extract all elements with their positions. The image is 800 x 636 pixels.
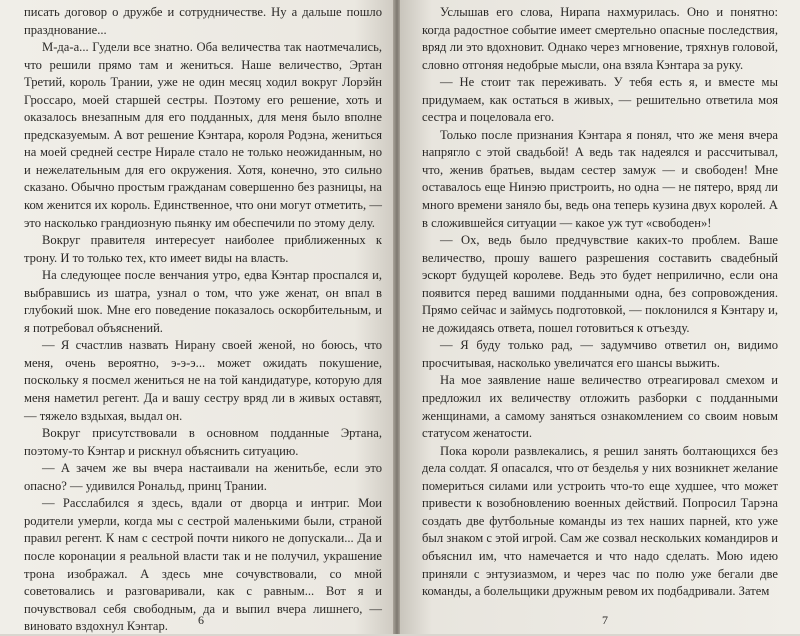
page-number: 7 xyxy=(602,613,608,627)
paragraph: Вокруг присутствовали в основном подданные Эртана, поэтому-то Кэнтар и рискнул объяснить ситуацию. xyxy=(24,426,382,458)
paragraph: На следующее после венчания утро, едва Кэнтар проспался и, выбравшись из шатра, узнал о том, что уже женат, он впал в глубокий шок. Мне его поведение показалось оскорбительным, и я потребовал объяснений. xyxy=(24,268,382,335)
paragraph: Вокруг правителя интересует наиболее приближенных к трону. И то только тех, кто имеет виды на власть. xyxy=(24,233,382,265)
page-number: 6 xyxy=(198,613,204,627)
paragraph: — А зачем же вы вчера настаивали на женитьбе, если это опасно? — удивился Рональд, принц Трании. xyxy=(24,461,382,493)
paragraph: — Я счастлив назвать Нирану своей женой, но боюсь, что меня, очень вероятно, э-э-э... может ожидать покушение, поскольку я посмел жениться не на той кандидатуре, которую для меня наметил регент. Да и вашу сестру вряд ли в живых оставят, — тяжело вздыхая, выдал он. xyxy=(24,338,382,423)
right-page xyxy=(400,0,800,634)
paragraph: На мое заявление наше величество отреагировал смехом и предложил их величеству отложить разборки с подданными женщинами, а самому заняться ознакомлением со своим новым статусом женатости. xyxy=(422,373,778,441)
paragraph: — Не стоит так переживать. У тебя есть я, и вместе мы придумаем, как остаться в живых, — решительно ответила моя сестра и поцеловала его. xyxy=(422,75,778,125)
paragraph: — Я буду только рад, — задумчиво ответил он, видимо просчитывая, насколько увеличатся его шансы выжить. xyxy=(422,338,778,370)
left-page-text xyxy=(24,4,382,636)
paragraph: — Расслабился я здесь, вдали от дворца и интриг. Мои родители умерли, когда мы с сестрой маленькими были, страной правил регент. К нам с сестрой почти никого не допускали... Да и после коронации я реальной власти так и не получил, украшение трона изображал. А здесь мне сочувствовали, со мной советовались и разговаривали, как с равным... Вот я и почувствовал себя свободным, да и выпил вчера лишнего, — виновато вздохнул Кэнтар. xyxy=(24,496,382,634)
right-page-text xyxy=(422,4,778,601)
left-page xyxy=(0,0,394,634)
paragraph: М-да-а... Гудели все знатно. Оба величества так наотмечались, что решили прямо там и жениться. Наше величество, Эртан Третий, король Трании, уже не один месяц ходил вокруг Лорэйн Гроссаро, моей старшей сестры. Поэтому его решение, хоть и оказалось внезапным для его подданных, для меня было вполне предсказуемым. А вот решение Кэнтара, короля Родэна, жениться на моей средней сестре Нирале стало не только неожиданным, но и нежелательным для его окружения. Хотя, конечно, это сильно сказано. Обычно простым гражданам совершенно без разницы, на ком женится их король. Единственное, что они могут отметить, — это насколько грандиозную пьянку им обеспечили по этому делу. xyxy=(24,40,382,230)
paragraph: Услышав его слова, Нирапа нахмурилась. Оно и понятно: когда радостное событие имеет смертельно опасные последствия, вряд ли это вдохновит. Однако через мгновение, тряхнув головой, словно отгоняя недобрые мысли, она взяла Кэнтара за руку. xyxy=(422,5,778,72)
paragraph: писать договор о дружбе и сотрудничестве. Ну а дальше пошло празднование... xyxy=(24,5,382,37)
paragraph: Только после признания Кэнтара я понял, что же меня вчера напрягло с этой свадьбой! А ведь так надеялся и рассчитывал, что, женив братьев, выдам сестер замуж — и свободен! Мне оставалось еще Нинэю пристроить, но одна — не пятеро, вряд ли много времени заняло бы, ведь она теперь кузина двух королей. А в сложившейся ситуации — какое уж тут «свободен»! xyxy=(422,127,778,230)
paragraph: — Ох, ведь было предчувствие каких-то проблем. Ваше величество, прошу вашего разрешения составить свадебный эскорт будущей королеве. Ведь это будет неприлично, если она появится перед вашими подданными одна, без сопровождения. Прямо сейчас и займусь подготовкой, — поклонился я Кэнтару и, не дожидаясь ответа, пошел готовиться к отъезду. xyxy=(422,233,778,335)
paragraph: Пока короли развлекались, я решил занять болтающихся без дела солдат. Я опасался, что от безделья у них возникнет желание помериться силами или устроить что-то еще худшее, что может привести к возобновлению военных действий. Попросил Тарэна создать две футбольные команды из тех наших парней, кто уже был знаком с этой игрой. Сам же созвал нескольких командиров и объяснил им, что намечается и что надо сделать. Мою идею приняли с энтузиазмом, и через час по полю уже бегали две команды, а болельщики дружным ревом их подбадривали. Затем xyxy=(422,443,778,599)
